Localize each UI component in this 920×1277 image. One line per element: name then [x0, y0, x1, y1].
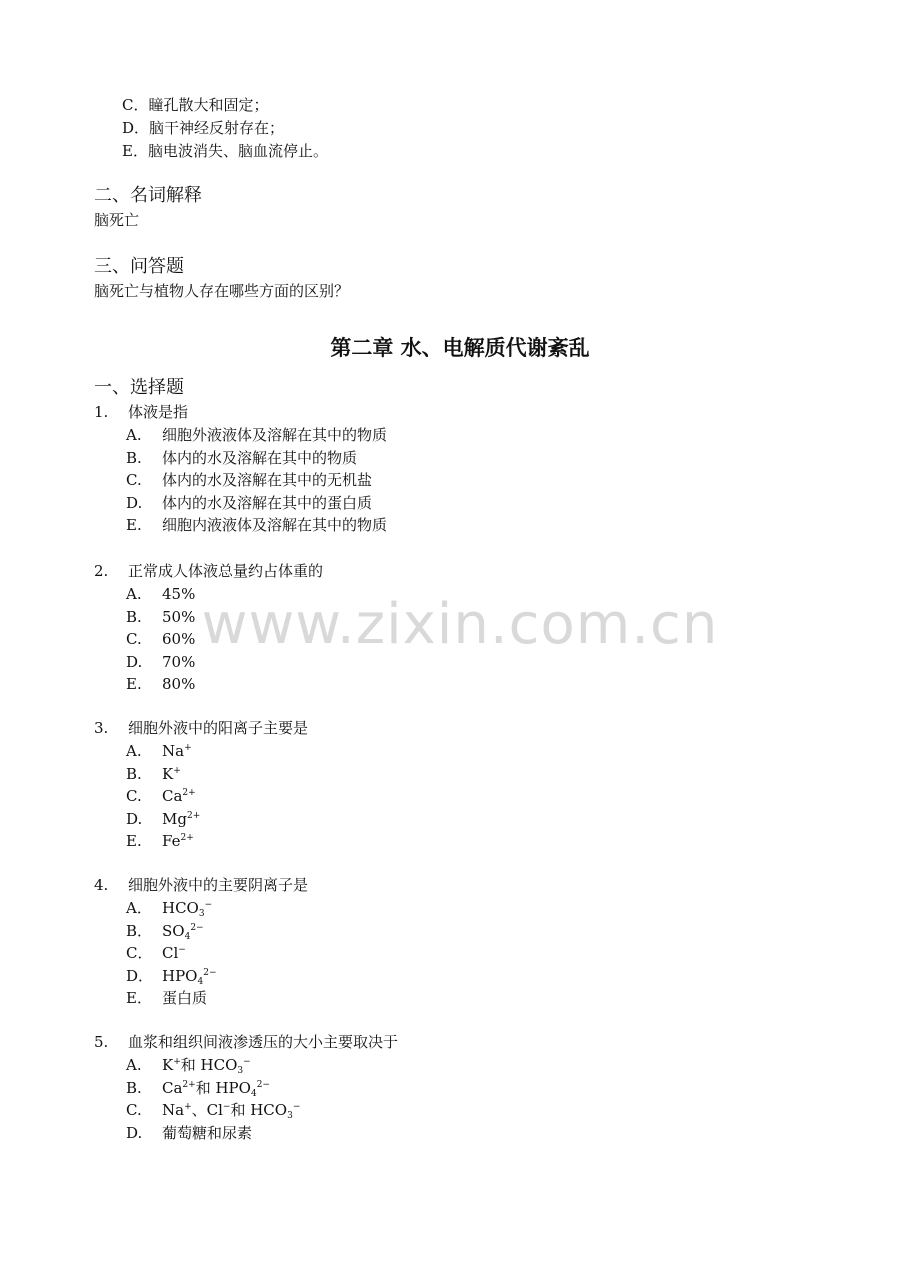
- option-row: [126, 764, 181, 784]
- option-text-part: Fe: [162, 832, 181, 850]
- option-text: [162, 787, 196, 805]
- option-superscript: +: [184, 743, 192, 753]
- question-stem: [94, 718, 308, 738]
- option-row: [126, 786, 196, 806]
- option-text-part: 体内的水及溶解在其中的蛋白质: [162, 493, 373, 512]
- option-subscript: 3: [287, 1111, 293, 1121]
- option-superscript: +: [173, 1057, 181, 1067]
- option-label: E.: [126, 832, 142, 850]
- option-label: B.: [126, 607, 142, 626]
- option-superscript: −: [243, 1057, 251, 1067]
- question-number: 1.: [94, 403, 109, 421]
- question-text: 正常成人体液总量约占体重的: [128, 562, 324, 580]
- option-row: [126, 898, 212, 918]
- option-text: [162, 471, 372, 489]
- option-text: [162, 630, 195, 648]
- option-label: B.: [126, 1078, 142, 1097]
- option-text-part: 体内的水及溶解在其中的物质: [162, 448, 358, 467]
- option-text: [162, 1056, 251, 1074]
- option-text-part: 70%: [162, 652, 196, 671]
- option-label: C.: [126, 471, 142, 489]
- option-subscript: 4: [197, 976, 204, 987]
- option-row: [126, 988, 207, 1008]
- option-row: [126, 652, 195, 672]
- option-text-part: 和 HCO: [230, 1101, 288, 1119]
- option-text: [162, 967, 217, 985]
- question-stem: [94, 402, 188, 422]
- option-text-part: 80%: [162, 675, 196, 693]
- option-text-part: Mg: [162, 809, 187, 828]
- question-stem: [94, 561, 323, 581]
- option-label: A．: [126, 899, 152, 917]
- option-text-part: 和 HPO: [195, 1078, 251, 1097]
- option-row: [126, 584, 195, 604]
- option-label: D.: [126, 809, 143, 828]
- question-stem: [94, 1032, 398, 1052]
- option-text: [162, 449, 357, 467]
- option-label: B.: [126, 764, 142, 783]
- option-row: [126, 831, 194, 851]
- option-row: [126, 943, 186, 963]
- question-text: 体液是指: [128, 403, 189, 421]
- term-item: 脑死亡: [94, 211, 140, 229]
- option-text-part: 体内的水及溶解在其中的无机盐: [162, 471, 373, 489]
- option-label: E.: [126, 516, 142, 534]
- option-label: A.: [126, 742, 142, 760]
- option-text: [162, 832, 194, 850]
- option-text: [162, 899, 212, 917]
- option-row: [126, 607, 195, 627]
- option-text: [162, 1079, 270, 1097]
- option-superscript: 2−: [190, 922, 204, 933]
- option-label: C．: [126, 944, 153, 962]
- option-superscript: +: [173, 765, 181, 776]
- option-row: [126, 1055, 251, 1075]
- option-text: [162, 494, 372, 512]
- option-text-part: 细胞内液液体及溶解在其中的物质: [162, 516, 388, 534]
- option-label: C.: [126, 1101, 142, 1119]
- option-text-part: Cl: [162, 944, 179, 962]
- option-row: [126, 425, 387, 445]
- option-text: [162, 922, 204, 940]
- option-row: [126, 809, 200, 829]
- option-row: [126, 515, 387, 535]
- option-label: A.: [126, 1056, 142, 1074]
- option-superscript: 2+: [180, 833, 194, 843]
- option-label: A.: [126, 585, 142, 603]
- option-text: [162, 675, 195, 693]
- option-label: E.: [126, 675, 142, 693]
- option-text: [162, 516, 387, 534]
- prev-option-c: C．瞳孔散大和固定；: [122, 96, 269, 114]
- option-superscript: −: [292, 1102, 301, 1112]
- option-superscript: −: [204, 900, 213, 910]
- option-subscript: 3: [198, 909, 205, 919]
- option-text: [162, 742, 192, 760]
- option-label: D.: [126, 493, 143, 512]
- option-row: [126, 629, 195, 649]
- option-text: [162, 810, 200, 828]
- option-row: [126, 493, 372, 513]
- option-text: [162, 765, 181, 783]
- option-text-part: 蛋白质: [162, 989, 208, 1007]
- option-text-part: 50%: [162, 607, 196, 626]
- option-text-part: 细胞外液液体及溶解在其中的物质: [162, 426, 388, 444]
- option-row: [126, 674, 195, 694]
- option-label: D.: [126, 652, 143, 671]
- option-label: B.: [126, 448, 142, 467]
- watermark: www.zixin.com.cn: [201, 592, 719, 657]
- option-superscript: 2+: [182, 1079, 196, 1090]
- option-text: [162, 585, 195, 603]
- option-superscript: +: [184, 1102, 192, 1112]
- option-text-part: 和 HCO: [180, 1056, 238, 1074]
- option-text-part: Ca: [162, 787, 183, 805]
- option-text: [162, 653, 195, 671]
- option-superscript: 2−: [256, 1079, 270, 1090]
- option-row: [126, 1078, 270, 1098]
- question-text: 血浆和组织间液渗透压的大小主要取决于: [128, 1033, 399, 1051]
- option-text-part: Na: [162, 1101, 185, 1119]
- option-text: [162, 1101, 300, 1119]
- qa-question: 脑死亡与植物人存在哪些方面的区别？: [94, 282, 350, 300]
- option-subscript: 4: [250, 1088, 257, 1099]
- option-row: [126, 470, 372, 490]
- option-row: [126, 966, 217, 986]
- option-label: A.: [126, 426, 142, 444]
- chapter-title: 第二章 水、电解质代谢紊乱: [330, 336, 590, 360]
- option-label: D.: [126, 1123, 143, 1142]
- option-text-part: 60%: [162, 630, 196, 648]
- option-subscript: 4: [184, 931, 191, 942]
- option-text: [162, 944, 186, 962]
- question-text: 细胞外液中的主要阴离子是: [128, 876, 309, 894]
- option-text-part: HCO: [162, 899, 199, 917]
- option-text: [162, 426, 387, 444]
- option-superscript: 2+: [186, 810, 201, 821]
- option-text-part: Ca: [162, 1078, 183, 1097]
- question-number: 3.: [94, 719, 109, 737]
- option-label: C.: [126, 630, 142, 648]
- option-text-part: K: [162, 1056, 174, 1074]
- question-number: 5.: [94, 1033, 109, 1051]
- option-text: [162, 989, 207, 1007]
- question-number: 2.: [94, 562, 109, 580]
- section-heading-qa: 三、问答题: [94, 256, 184, 277]
- section-heading-terms: 二、名词解释: [94, 185, 202, 206]
- option-row: [126, 1100, 300, 1120]
- option-superscript: −: [178, 945, 186, 955]
- question-stem: [94, 875, 308, 895]
- prev-option-e: E．脑电波消失、脑血流停止。: [122, 142, 328, 160]
- option-text-part: Na: [162, 742, 185, 760]
- option-text-part: 45%: [162, 585, 196, 603]
- option-superscript: −: [222, 1102, 231, 1112]
- option-text-part: HPO: [162, 966, 198, 985]
- section-heading-choice: 一、选择题: [94, 377, 184, 398]
- option-row: [126, 448, 357, 468]
- option-label: E．: [126, 989, 152, 1007]
- question-text: 细胞外液中的阳离子主要是: [128, 719, 309, 737]
- option-text-part: K: [162, 764, 174, 783]
- option-label: D．: [126, 966, 154, 985]
- option-text-part: 葡萄糖和尿素: [162, 1123, 253, 1142]
- option-text-part: 、Cl: [191, 1101, 223, 1119]
- option-superscript: 2+: [182, 788, 196, 798]
- option-superscript: 2−: [203, 967, 217, 978]
- option-row: [126, 741, 192, 761]
- prev-option-d: D．脑干神经反射存在；: [122, 119, 285, 137]
- option-label: C.: [126, 787, 142, 805]
- option-text-part: SO: [162, 921, 185, 940]
- option-row: [126, 921, 204, 941]
- option-text: [162, 608, 195, 626]
- option-subscript: 3: [237, 1066, 244, 1076]
- option-label: B．: [126, 921, 153, 940]
- question-number: 4.: [94, 876, 109, 894]
- option-text: [162, 1124, 252, 1142]
- option-row: [126, 1123, 252, 1143]
